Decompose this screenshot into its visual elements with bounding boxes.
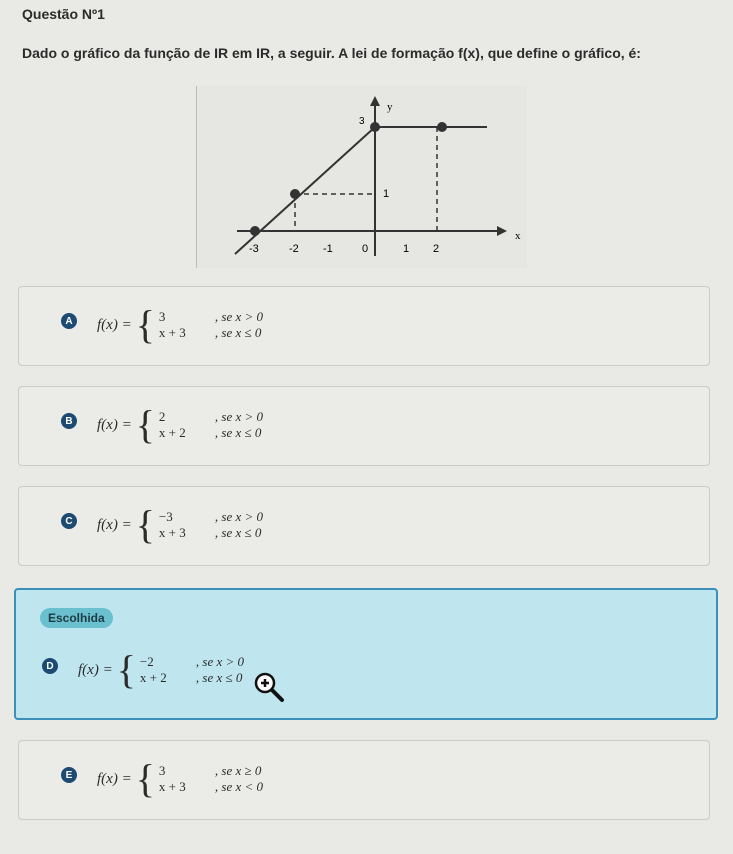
point-0-3 (370, 122, 380, 132)
option-c-formula (97, 502, 264, 547)
selected-badge: Escolhida (40, 608, 113, 628)
formula-cases (140, 654, 244, 686)
point-2-3 (437, 122, 447, 132)
option-c-card[interactable] (18, 486, 710, 566)
option-a-badge: A (61, 313, 77, 329)
question-text: Dado o gráfico da função de IR em IR, a seguir. A lei de formação f(x), que define o gráfico, é: (22, 45, 641, 61)
case1-value: −3 (158, 509, 173, 524)
formula-lhs: f(x) = (97, 770, 132, 787)
case1-value: 3 (158, 763, 166, 778)
point-minus3-0 (250, 226, 260, 236)
question-title: Questão Nº1 (22, 6, 105, 22)
case1-condition: , se x > 0 (214, 309, 264, 324)
formula-lhs: f(x) = (97, 516, 132, 533)
case2-value: x + 2 (158, 425, 186, 440)
option-e-card[interactable] (18, 740, 710, 820)
case1-condition: , se x ≥ 0 (214, 763, 262, 778)
x-tick-minus1: -1 (323, 243, 333, 255)
option-d-badge: D (42, 658, 58, 674)
option-c-badge: C (61, 513, 77, 529)
option-b-card[interactable] (18, 386, 710, 466)
y-tick-3: 3 (359, 116, 365, 127)
case1-condition: , se x > 0 (214, 409, 264, 424)
case1-condition: , se x > 0 (214, 509, 264, 524)
brace-icon: { (135, 402, 155, 447)
y-axis-arrow-icon (370, 96, 380, 106)
case2-value: x + 3 (158, 779, 186, 794)
case2-value: x + 2 (139, 670, 167, 685)
case2-condition: , se x < 0 (214, 779, 264, 794)
case2-condition: , se x ≤ 0 (214, 525, 262, 540)
case1-value: 2 (158, 409, 166, 424)
brace-icon: { (135, 502, 155, 547)
case2-value: x + 3 (158, 325, 186, 340)
x-tick-0: 0 (362, 243, 369, 255)
y-axis-label: y (387, 101, 393, 113)
graph-svg (197, 86, 527, 268)
formula-cases (159, 409, 263, 441)
case2-condition: , se x ≤ 0 (214, 325, 262, 340)
x-tick-1: 1 (403, 243, 410, 255)
x-tick-2: 2 (433, 243, 440, 255)
formula-cases (159, 763, 263, 795)
case2-condition: , se x ≤ 0 (214, 425, 262, 440)
x-tick-minus2: -2 (289, 243, 299, 255)
x-axis-label: x (515, 230, 521, 242)
option-a-formula (97, 302, 264, 347)
formula-lhs: f(x) = (97, 416, 132, 433)
case1-value: 3 (158, 309, 166, 324)
point-minus2-1 (290, 189, 300, 199)
brace-icon: { (135, 302, 155, 347)
case2-value: x + 3 (158, 525, 186, 540)
formula-lhs: f(x) = (78, 661, 113, 678)
option-d-formula (78, 647, 245, 692)
case2-condition: , se x ≤ 0 (195, 670, 243, 685)
option-b-formula (97, 402, 264, 447)
option-e-badge: E (61, 767, 77, 783)
x-tick-minus3: -3 (249, 243, 259, 255)
formula-cases (159, 309, 263, 341)
option-b-badge: B (61, 413, 77, 429)
formula-lhs: f(x) = (97, 316, 132, 333)
case1-condition: , se x > 0 (195, 654, 245, 669)
y-tick-1: 1 (383, 188, 390, 200)
formula-cases (159, 509, 263, 541)
x-axis-arrow-icon (497, 226, 507, 236)
function-graph (196, 86, 527, 268)
brace-icon: { (116, 647, 136, 692)
option-e-formula (97, 756, 264, 801)
brace-icon: { (135, 756, 155, 801)
zoom-cursor-icon (252, 670, 286, 704)
case1-value: −2 (139, 654, 154, 669)
option-a-card[interactable] (18, 286, 710, 366)
